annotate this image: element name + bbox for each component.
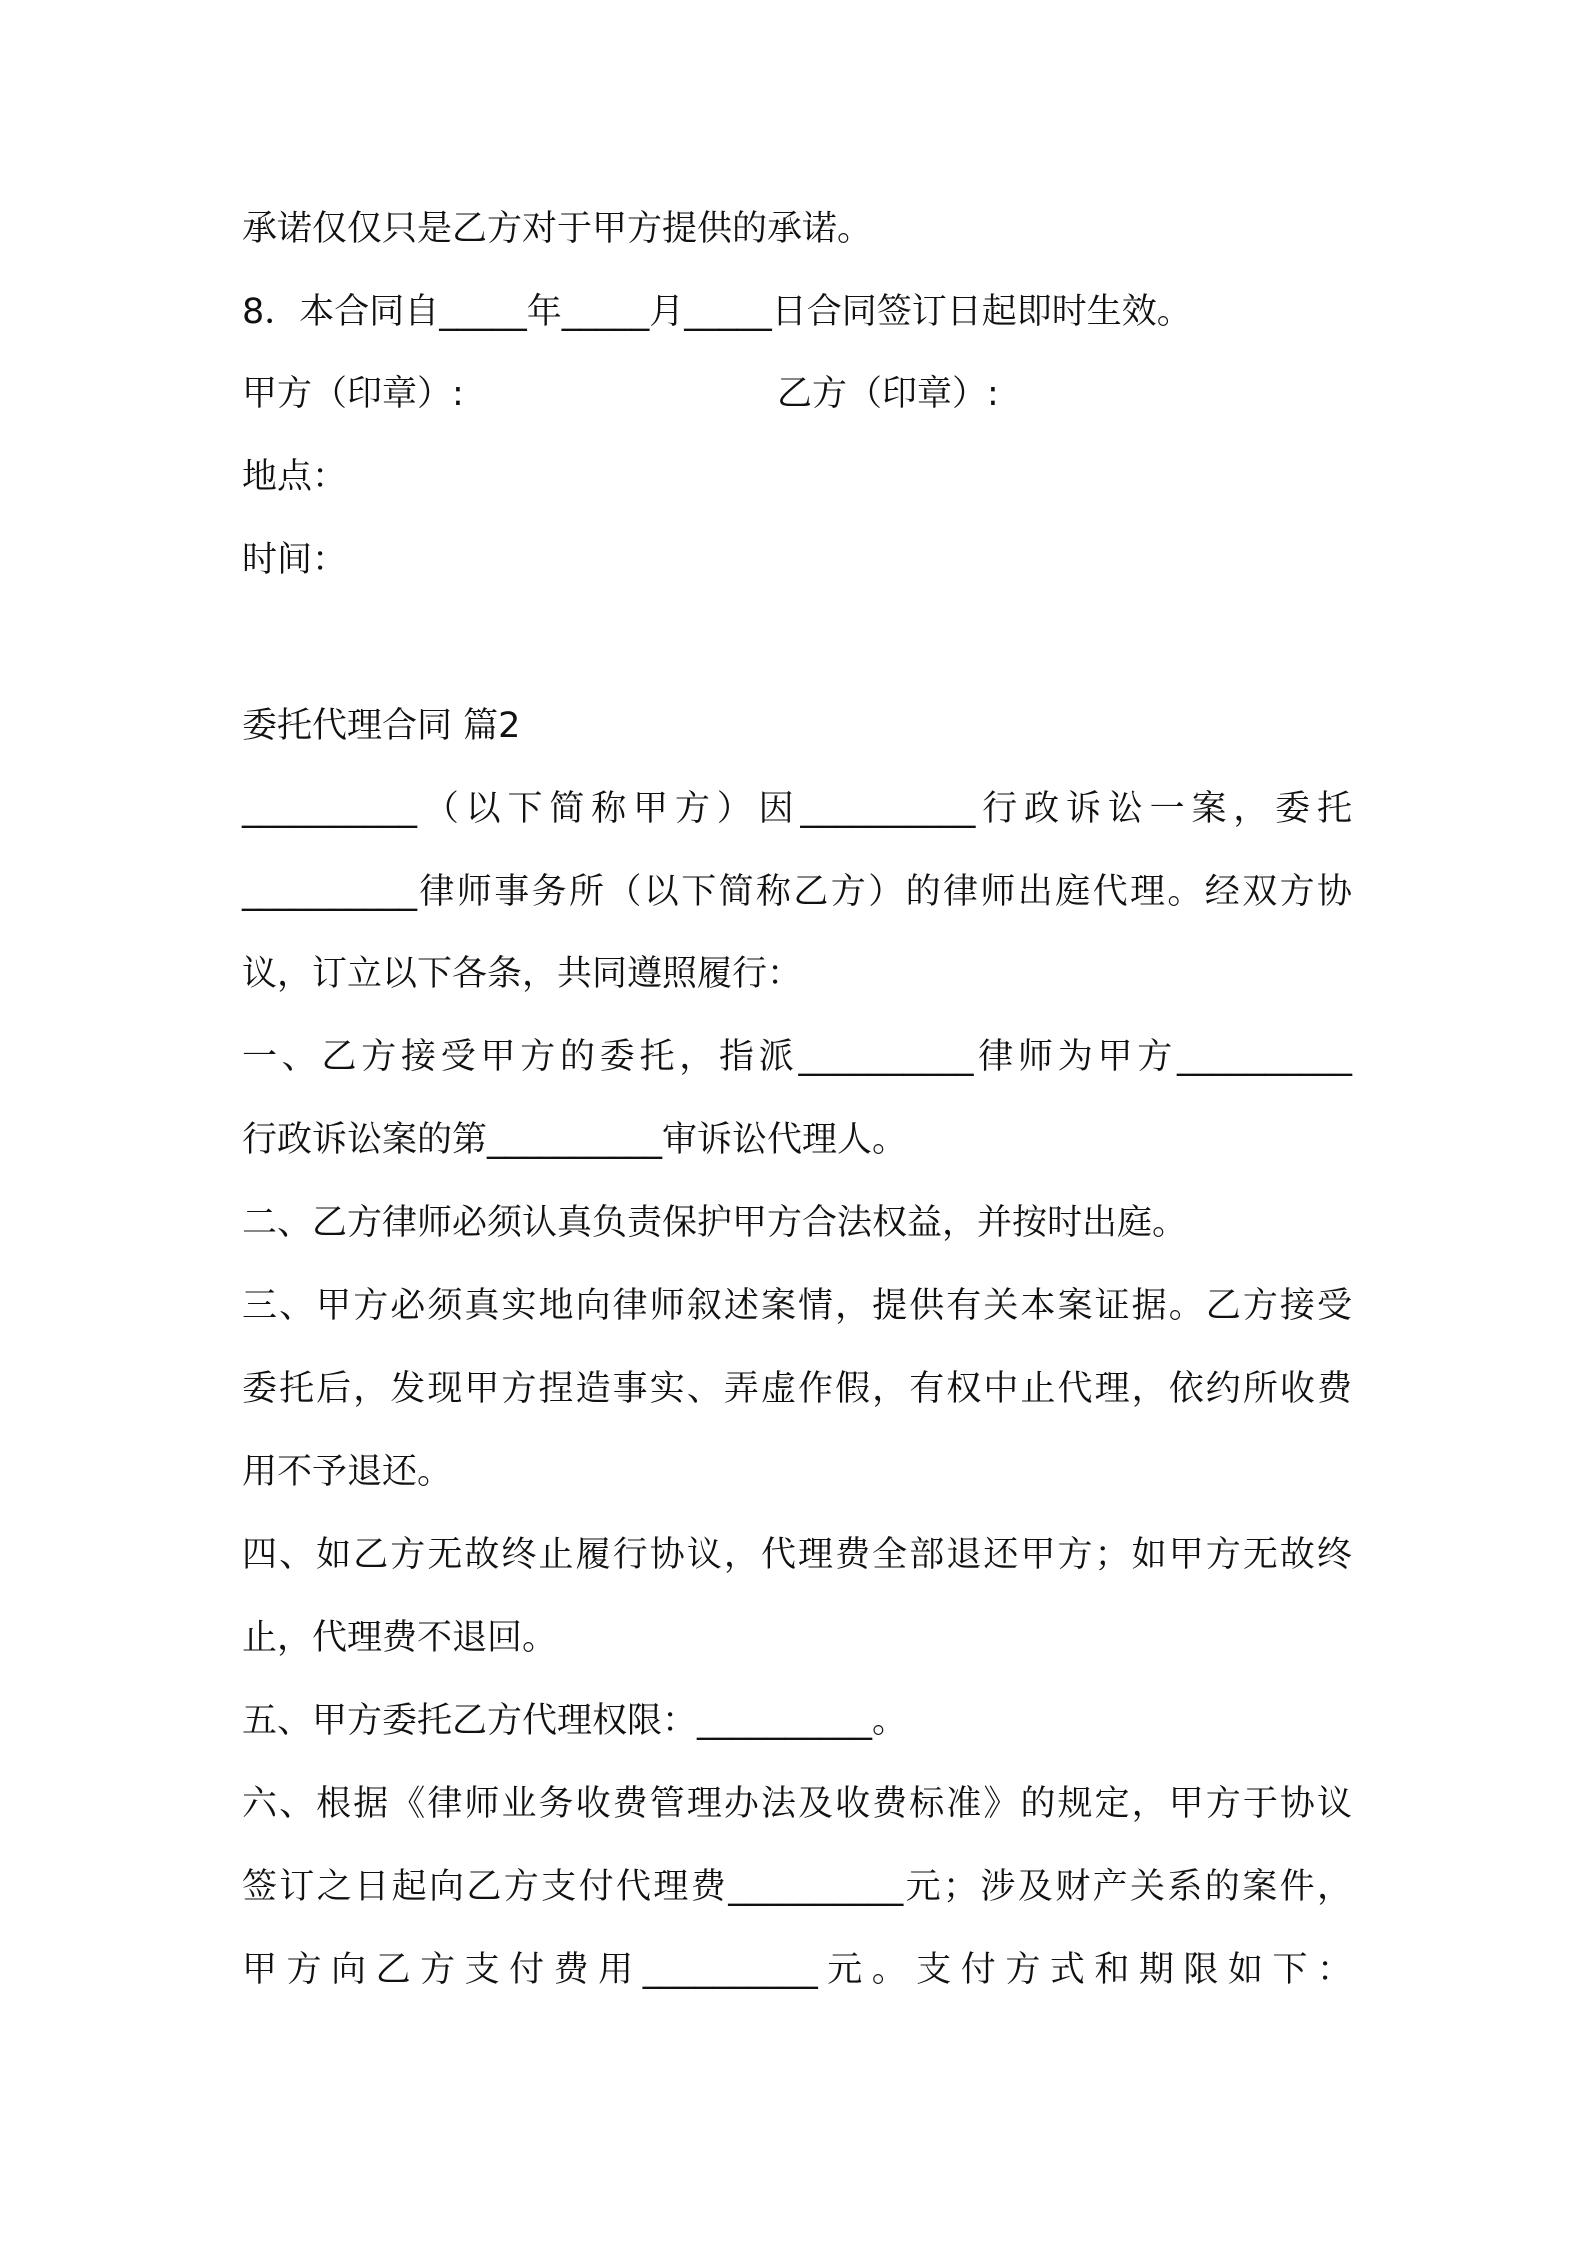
signature-row <box>242 370 1352 418</box>
clause-6-line: 签订之日起向乙方支付代理费__________元；涉及财产关系的案件， <box>242 1867 1352 1907</box>
clause-3-line: 用不予退还。 <box>242 1452 453 1492</box>
clause-5: 五、甲方委托乙方代理权限：__________。 <box>242 1701 908 1741</box>
paragraph-line: 议，订立以下各条，共同遵照履行： <box>242 954 803 994</box>
section-title: 委托代理合同 篇2 <box>242 706 521 746</box>
clause-1-line: 一、乙方接受甲方的委托，指派__________律师为甲方__________ <box>242 1037 1352 1077</box>
clause-6-line: 甲方向乙方支付费用__________元。支付方式和期限如下： <box>242 1950 1352 1990</box>
clause-4-line: 止，代理费不退回。 <box>242 1618 558 1658</box>
clause-6-line: 六、根据《律师业务收费管理办法及收费标准》的规定，甲方于协议 <box>242 1784 1352 1824</box>
clause-3-line: 三、甲方必须真实地向律师叙述案情，提供有关本案证据。乙方接受 <box>242 1286 1352 1326</box>
place-label: 地点： <box>242 457 348 497</box>
paragraph-line: __________（以下简称甲方）因__________行政诉讼一案，委托 <box>242 789 1352 829</box>
time-label: 时间： <box>242 540 348 580</box>
clause-2: 二、乙方律师必须认真负责保护甲方合法权益，并按时出庭。 <box>242 1203 1188 1243</box>
party-b-seal-label: 乙方（印章）: <box>777 374 999 414</box>
paragraph-line: __________律师事务所（以下简称乙方）的律师出庭代理。经双方协 <box>242 872 1352 912</box>
effective-date-clause: 8．本合同自_____年_____月_____日合同签订日起即时生效。 <box>242 292 1192 332</box>
clause-3-line: 委托后，发现甲方捏造事实、弄虚作假，有权中止代理，依约所收费 <box>242 1369 1352 1409</box>
clause-1-line: 行政诉讼案的第__________审诉讼代理人。 <box>242 1120 908 1160</box>
clause-4-line: 四、如乙方无故终止履行协议，代理费全部退还甲方；如甲方无故终 <box>242 1535 1352 1575</box>
party-a-seal-label: 甲方（印章）: <box>242 374 464 414</box>
paragraph-line: 承诺仅仅只是乙方对于甲方提供的承诺。 <box>242 209 873 249</box>
